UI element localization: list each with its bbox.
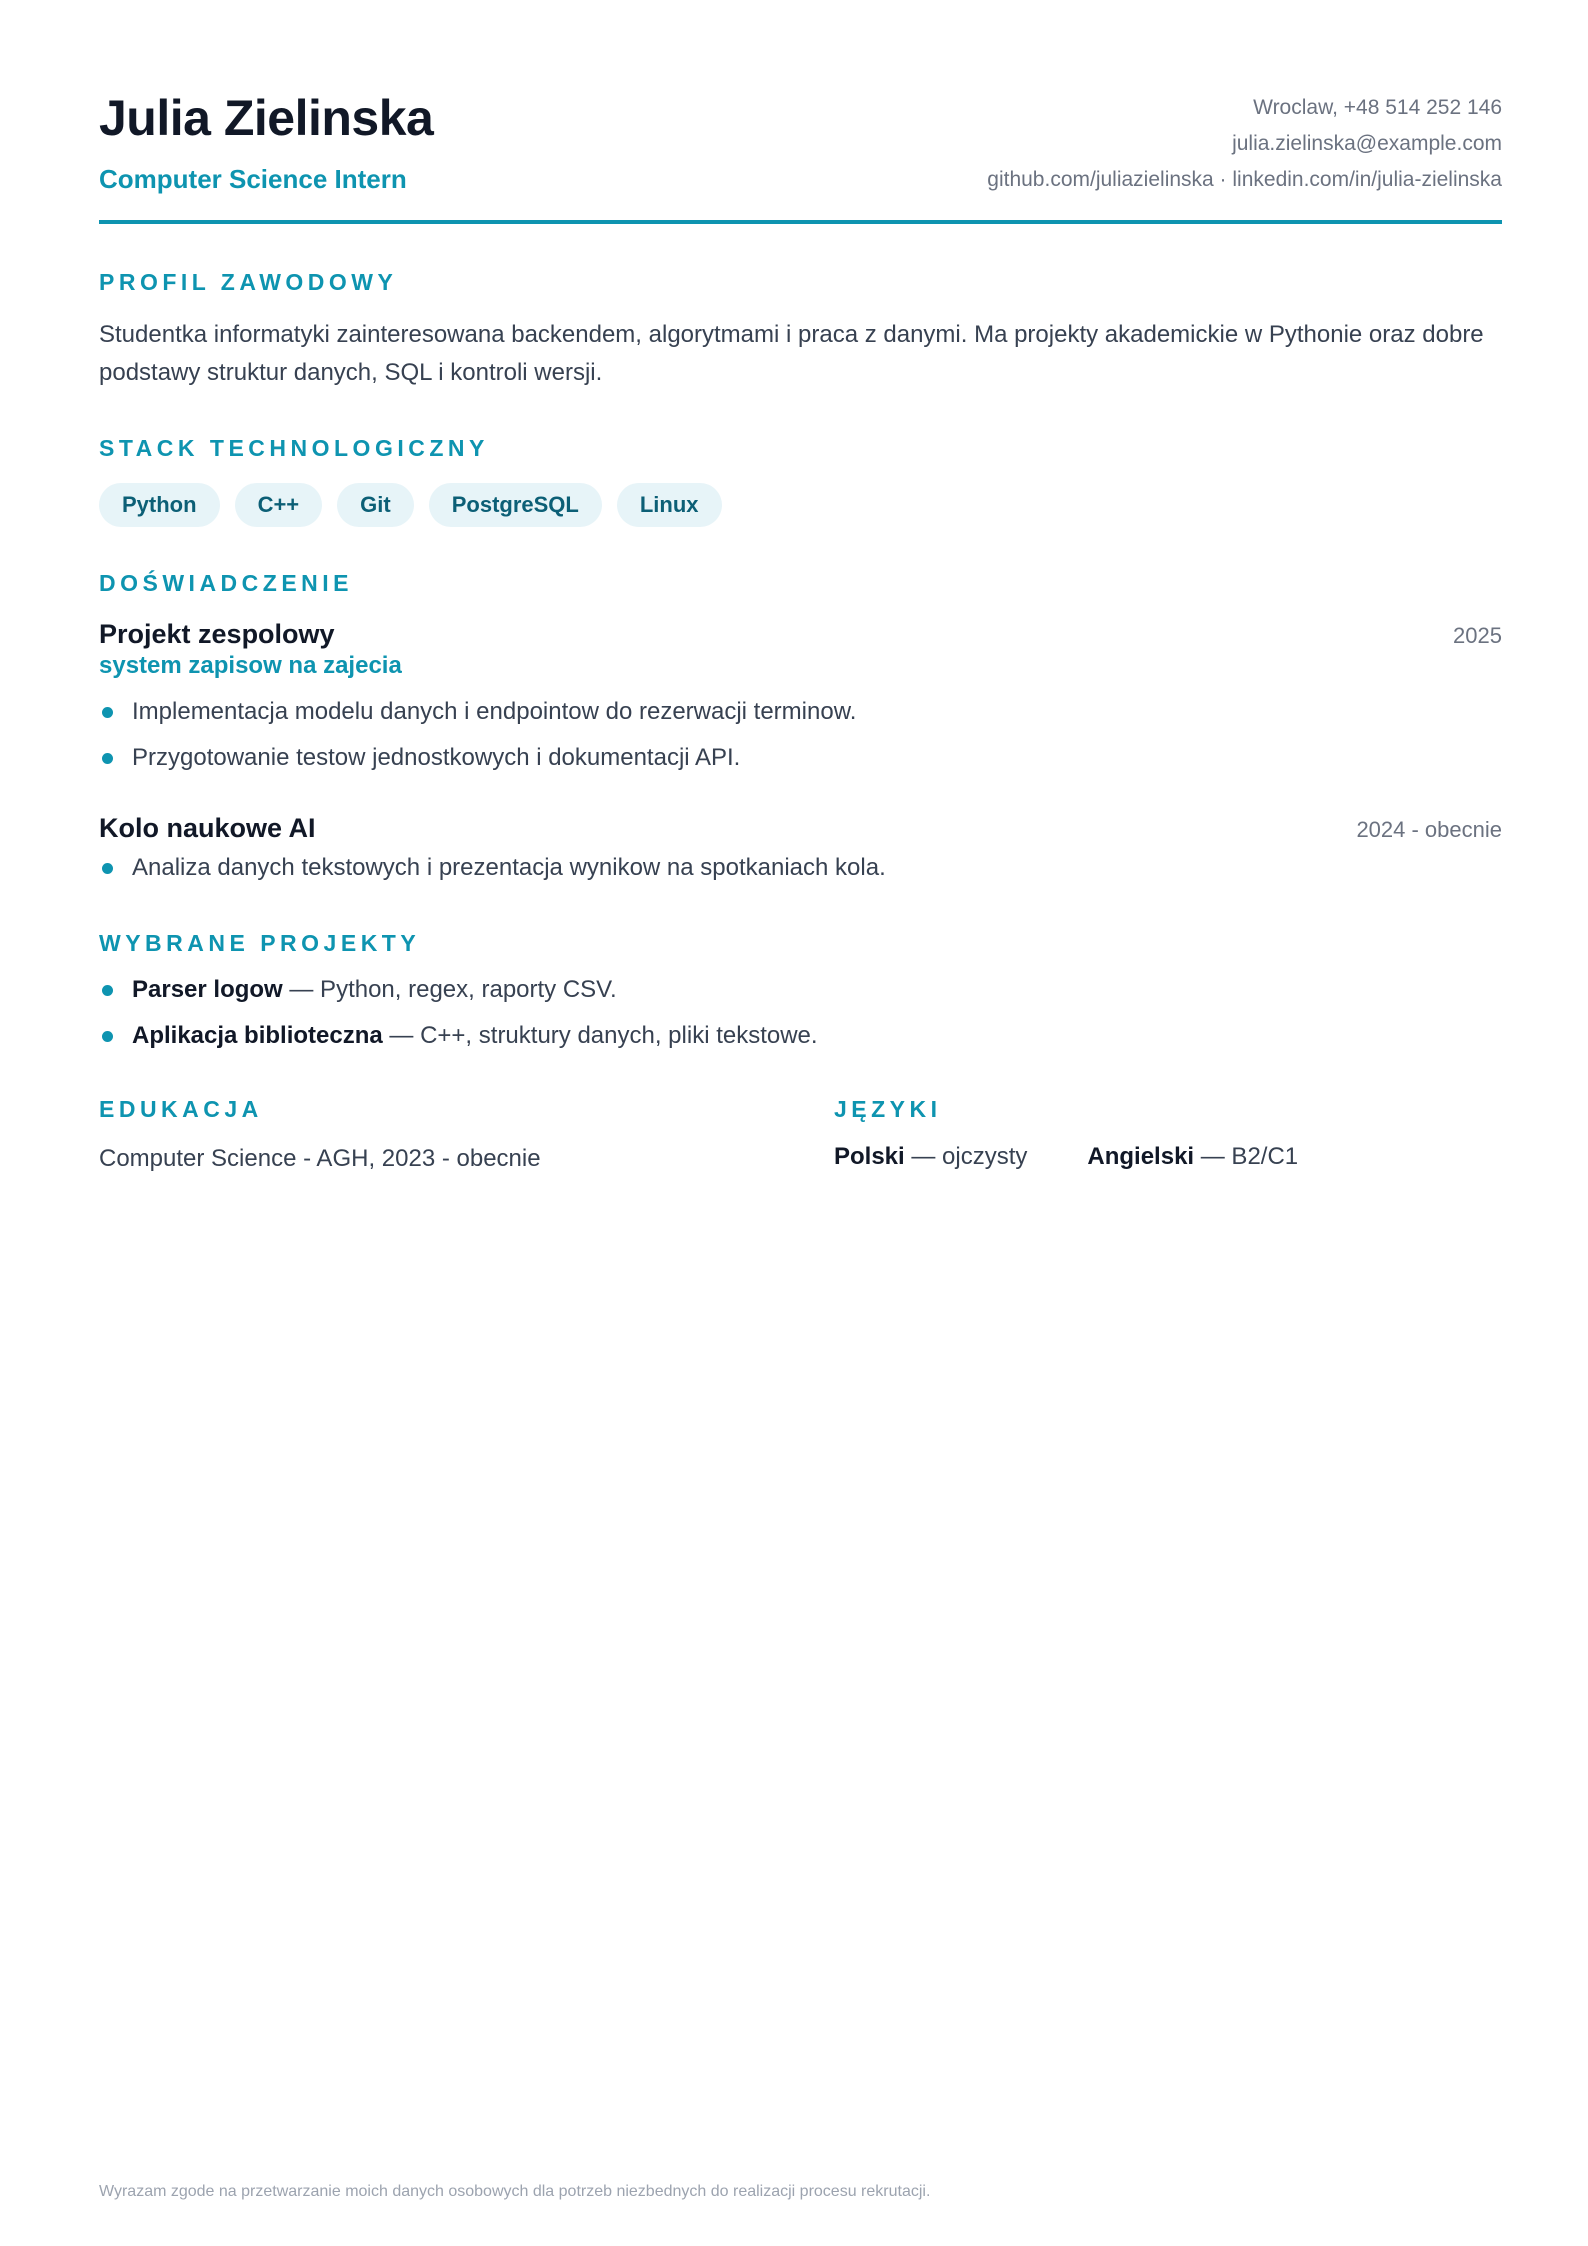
project-desc: — Python, regex, raporty CSV. <box>282 976 617 1003</box>
language-name: Polski <box>834 1143 905 1170</box>
tech-tag: C++ <box>235 483 323 527</box>
resume-page <box>99 90 1502 1175</box>
job-header <box>99 811 1502 845</box>
projects-title: WYBRANE PROJEKTY <box>99 930 421 956</box>
profile-title: PROFIL ZAWODOWY <box>99 269 398 295</box>
tech-tag: PostgreSQL <box>429 483 602 527</box>
contact-location-phone: Wroclaw, +48 514 252 146 <box>1253 96 1502 119</box>
education-title: EDUKACJA <box>99 1096 263 1122</box>
project-desc: — C++, struktury danych, pliki tekstowe. <box>382 1022 818 1049</box>
languages-section <box>834 1095 1502 1175</box>
contact-block <box>987 90 1502 198</box>
language-item <box>834 1143 1027 1171</box>
candidate-role: Computer Science Intern <box>99 164 407 194</box>
language-name: Angielski <box>1087 1143 1195 1170</box>
tech-tag: Git <box>337 483 414 527</box>
list-item <box>99 735 1502 781</box>
job-title: Projekt zespolowy <box>99 619 335 649</box>
project-name: Parser logow <box>132 976 283 1003</box>
list-item <box>99 1013 1502 1059</box>
languages-title: JĘZYKI <box>834 1096 942 1122</box>
project-list <box>99 967 1502 1059</box>
tech-tag: Linux <box>617 483 722 527</box>
bullet-dot-icon <box>102 1031 113 1042</box>
job-entry <box>99 617 1502 781</box>
language-item <box>1087 1143 1298 1171</box>
project-name: Aplikacja biblioteczna <box>132 1022 383 1049</box>
experience-title: DOŚWIADCZENIE <box>99 570 353 596</box>
projects-section <box>99 929 1502 1059</box>
job-bullets <box>99 689 1502 781</box>
job-entry <box>99 811 1502 891</box>
identity-block <box>99 90 433 194</box>
job-date: 2024 - obecnie <box>1356 817 1502 842</box>
list-item <box>99 689 1502 735</box>
job-bullets <box>99 845 1502 891</box>
bullet-dot-icon <box>102 985 113 996</box>
bullet-dot-icon <box>102 863 113 874</box>
job-subtitle: system zapisow na zajecia <box>99 652 402 679</box>
consent-footer: Wyrazam zgode na przetwarzanie moich danych osobowych dla potrzeb niezbednych do realizacji procesu rekrutacji. <box>99 2183 931 2200</box>
language-list <box>834 1143 1502 1171</box>
list-item <box>99 967 1502 1013</box>
bottom-row <box>99 1095 1502 1175</box>
tech-tags <box>99 483 1502 527</box>
bullet-dot-icon <box>102 753 113 764</box>
list-item <box>99 845 1502 891</box>
stack-title: STACK TECHNOLOGICZNY <box>99 435 489 461</box>
contact-email[interactable]: julia.zielinska@example.com <box>1232 132 1502 155</box>
contact-links[interactable]: github.com/juliazielinska · linkedin.com/in/julia-zielinska <box>987 168 1502 191</box>
bullet-text: Analiza danych tekstowych i prezentacja wynikow na spotkaniach kola. <box>132 854 886 881</box>
language-level: — B2/C1 <box>1194 1143 1299 1170</box>
profile-text: Studentka informatyki zainteresowana backendem, algorytmami i praca z danymi. Ma projekty akademickie w Pythonie oraz dobre podstawy struktur danych, SQL i kontroli wersji. <box>99 321 1484 386</box>
bullet-text: Implementacja modelu danych i endpointow do rezerwacji terminow. <box>132 698 857 725</box>
job-title: Kolo naukowe AI <box>99 813 316 843</box>
resume-header <box>99 90 1502 224</box>
stack-section <box>99 434 1502 527</box>
language-level: — ojczysty <box>904 1143 1028 1170</box>
education-text: Computer Science - AGH, 2023 - obecnie <box>99 1145 541 1172</box>
tech-tag: Python <box>99 483 220 527</box>
profile-section <box>99 268 1502 392</box>
education-section <box>99 1095 834 1175</box>
bullet-dot-icon <box>102 707 113 718</box>
bullet-text: Przygotowanie testow jednostkowych i dokumentacji API. <box>132 744 741 771</box>
job-header <box>99 617 1502 651</box>
candidate-name: Julia Zielinska <box>99 90 434 146</box>
experience-section <box>99 569 1502 891</box>
job-date: 2025 <box>1453 623 1502 648</box>
